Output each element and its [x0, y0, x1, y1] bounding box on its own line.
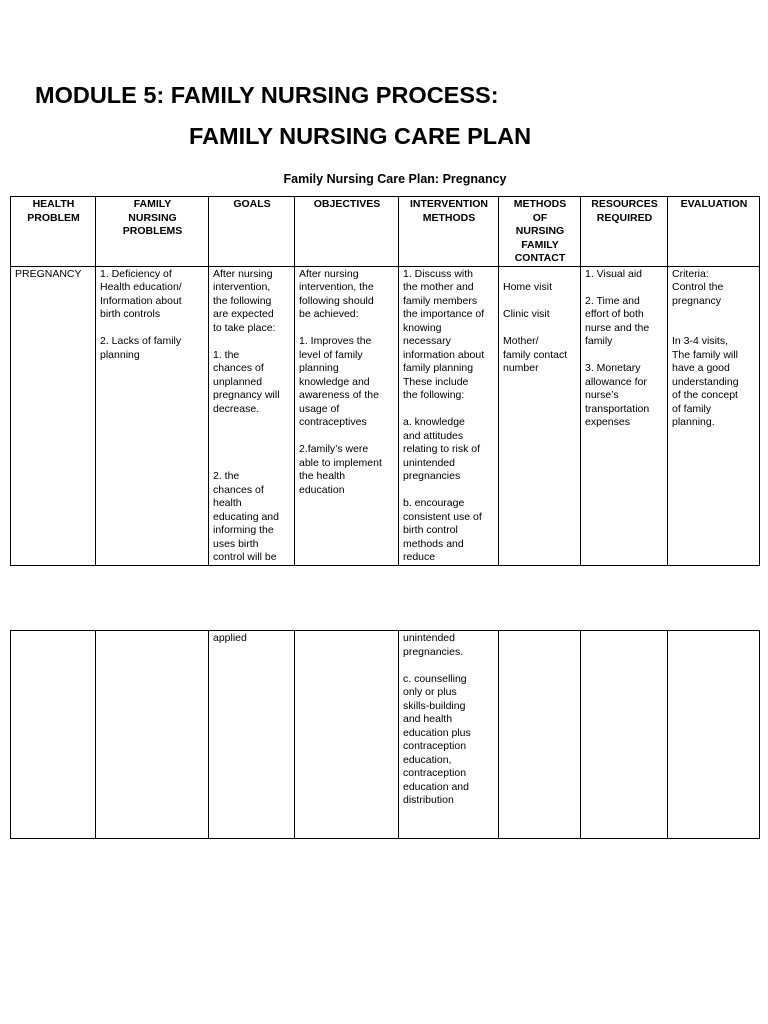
cell-family-nursing-problems: 1. Deficiency of Health education/ Information about birth controls 2. Lacks of family planning	[96, 266, 209, 565]
cell-intervention-methods: 1. Discuss with the mother and family members the importance of knowing necessary information about family planning These include the following: a. knowledge and attitudes relating to risk of unintended pregnancies b. encourage consistent use of birth control methods and reduce	[399, 266, 499, 565]
table-row	[11, 631, 760, 839]
header-row	[11, 197, 760, 267]
table-row	[11, 266, 760, 565]
header-intervention-methods: INTERVENTION METHODS	[399, 197, 499, 267]
header-resources-required: RESOURCES REQUIRED	[581, 197, 668, 267]
cell-family-nursing-problems-empty	[96, 631, 209, 839]
header-objectives: OBJECTIVES	[295, 197, 399, 267]
cell-resources-required: 1. Visual aid 2. Time and effort of both nurse and the family 3. Monetary allowance for nurse’s transportation expenses	[581, 266, 668, 565]
header-goals: GOALS	[209, 197, 295, 267]
header-family-nursing-problems: FAMILY NURSING PROBLEMS	[96, 197, 209, 267]
cell-evaluation-empty	[668, 631, 760, 839]
header-health-problem: HEALTH PROBLEM	[11, 197, 96, 267]
cell-objectives: After nursing intervention, the following should be achieved: 1. Improves the level of family planning knowledge and awareness of the usage of contraceptives 2.family’s were able to implement the health education	[295, 266, 399, 565]
table-caption: Family Nursing Care Plan: Pregnancy	[283, 172, 507, 186]
cell-evaluation: Criteria: Control the pregnancy In 3-4 visits, The family will have a good understanding of the concept of family planning.	[668, 266, 760, 565]
cell-methods-of-contact: Home visit Clinic visit Mother/ family contact number	[499, 266, 581, 565]
care-plan-table-continued	[10, 630, 760, 839]
cell-health-problem-empty	[11, 631, 96, 839]
care-plan-table	[10, 196, 760, 566]
cell-goals-continued: applied	[209, 631, 295, 839]
header-methods-of-contact: METHODS OF NURSING FAMILY CONTACT	[499, 197, 581, 267]
cell-intervention-methods-continued: unintended pregnancies. c. counselling only or plus skills-building and health education plus contraception education, contraception education and distribution	[399, 631, 499, 839]
cell-methods-of-contact-empty	[499, 631, 581, 839]
cell-objectives-empty	[295, 631, 399, 839]
care-plan-title: FAMILY NURSING CARE PLAN	[189, 123, 532, 149]
cell-resources-required-empty	[581, 631, 668, 839]
module-title: MODULE 5: FAMILY NURSING PROCESS:	[35, 82, 499, 108]
header-evaluation: EVALUATION	[668, 197, 760, 267]
cell-health-problem: PREGNANCY	[11, 266, 96, 565]
cell-goals: After nursing intervention, the following are expected to take place: 1. the chances of unplanned pregnancy will decrease. 2. the chances of health educating and informing the uses birth control will be	[209, 266, 295, 565]
